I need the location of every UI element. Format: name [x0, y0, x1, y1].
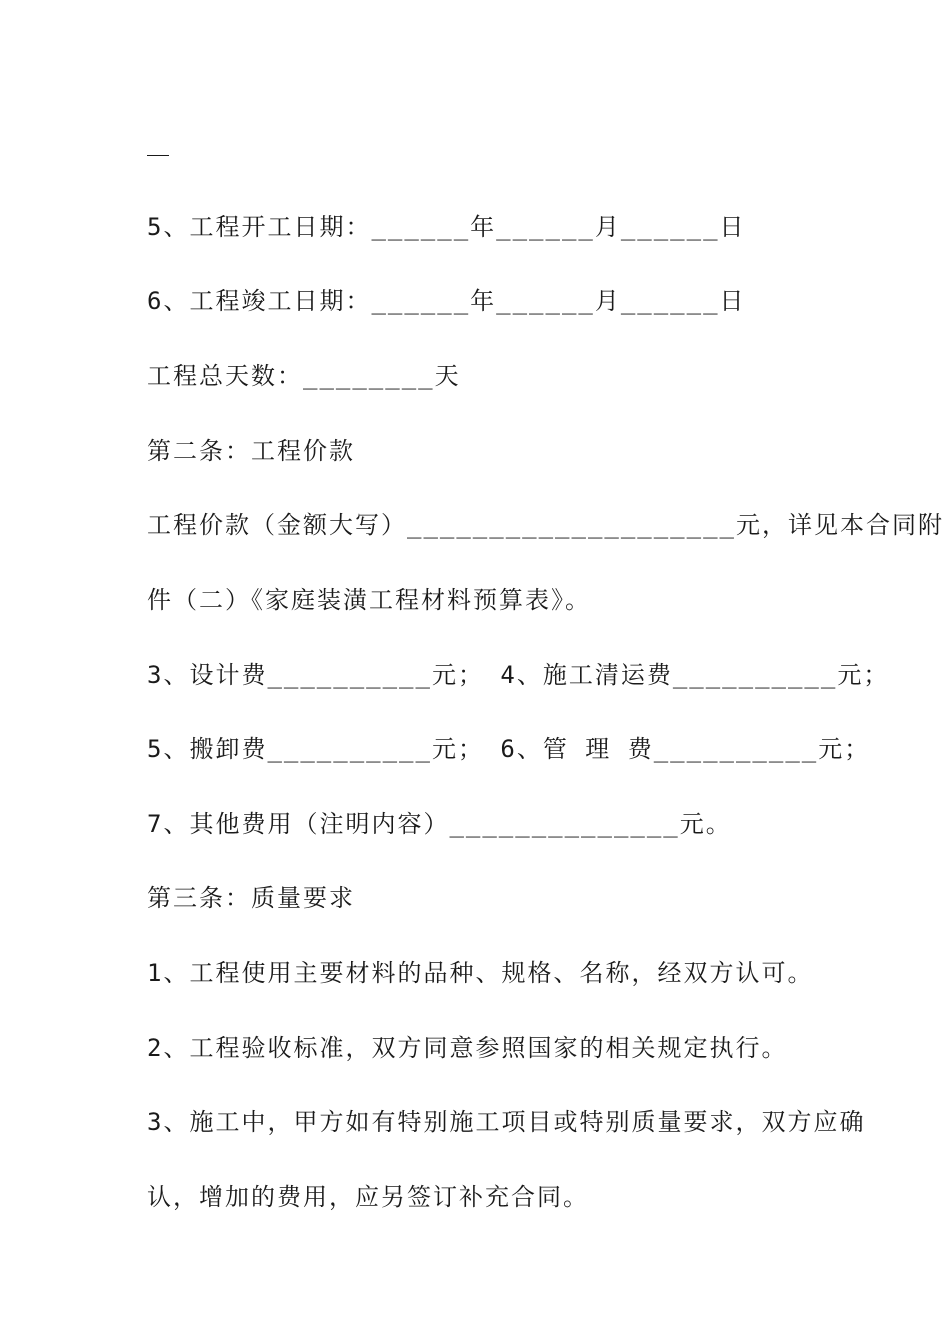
- quality-item-3-continued: 认，增加的费用，应另签订补充合同。: [147, 1183, 589, 1211]
- article-three-heading: 第三条：质量要求: [147, 884, 355, 912]
- quality-item-1: 1、工程使用主要材料的品种、规格、名称，经双方认可。: [147, 959, 814, 987]
- start-date-line: 5、工程开工日期：______年______月______日: [147, 213, 746, 241]
- fee-line-moving-management: 5、搬卸费__________元； 6、管 理 费__________元；: [147, 735, 871, 763]
- price-line: 工程价款（金额大写）____________________元，详见本合同附: [147, 511, 944, 539]
- total-days-line: 工程总天数：________天: [147, 362, 461, 390]
- fee-line-design-cleanup: 3、设计费__________元； 4、施工清运费__________元；: [147, 661, 890, 689]
- article-two-heading: 第二条：工程价款: [147, 437, 355, 465]
- price-line-continued: 件（二）《家庭装潢工程材料预算表》。: [147, 586, 591, 614]
- other-fees-line: 7、其他费用（注明内容）______________元。: [147, 810, 732, 838]
- quality-item-2: 2、工程验收标准，双方同意参照国家的相关规定执行。: [147, 1034, 788, 1062]
- continuation-dash: [147, 155, 169, 156]
- completion-date-line: 6、工程竣工日期：______年______月______日: [147, 287, 746, 315]
- quality-item-3: 3、施工中，甲方如有特别施工项目或特别质量要求，双方应确: [147, 1108, 866, 1136]
